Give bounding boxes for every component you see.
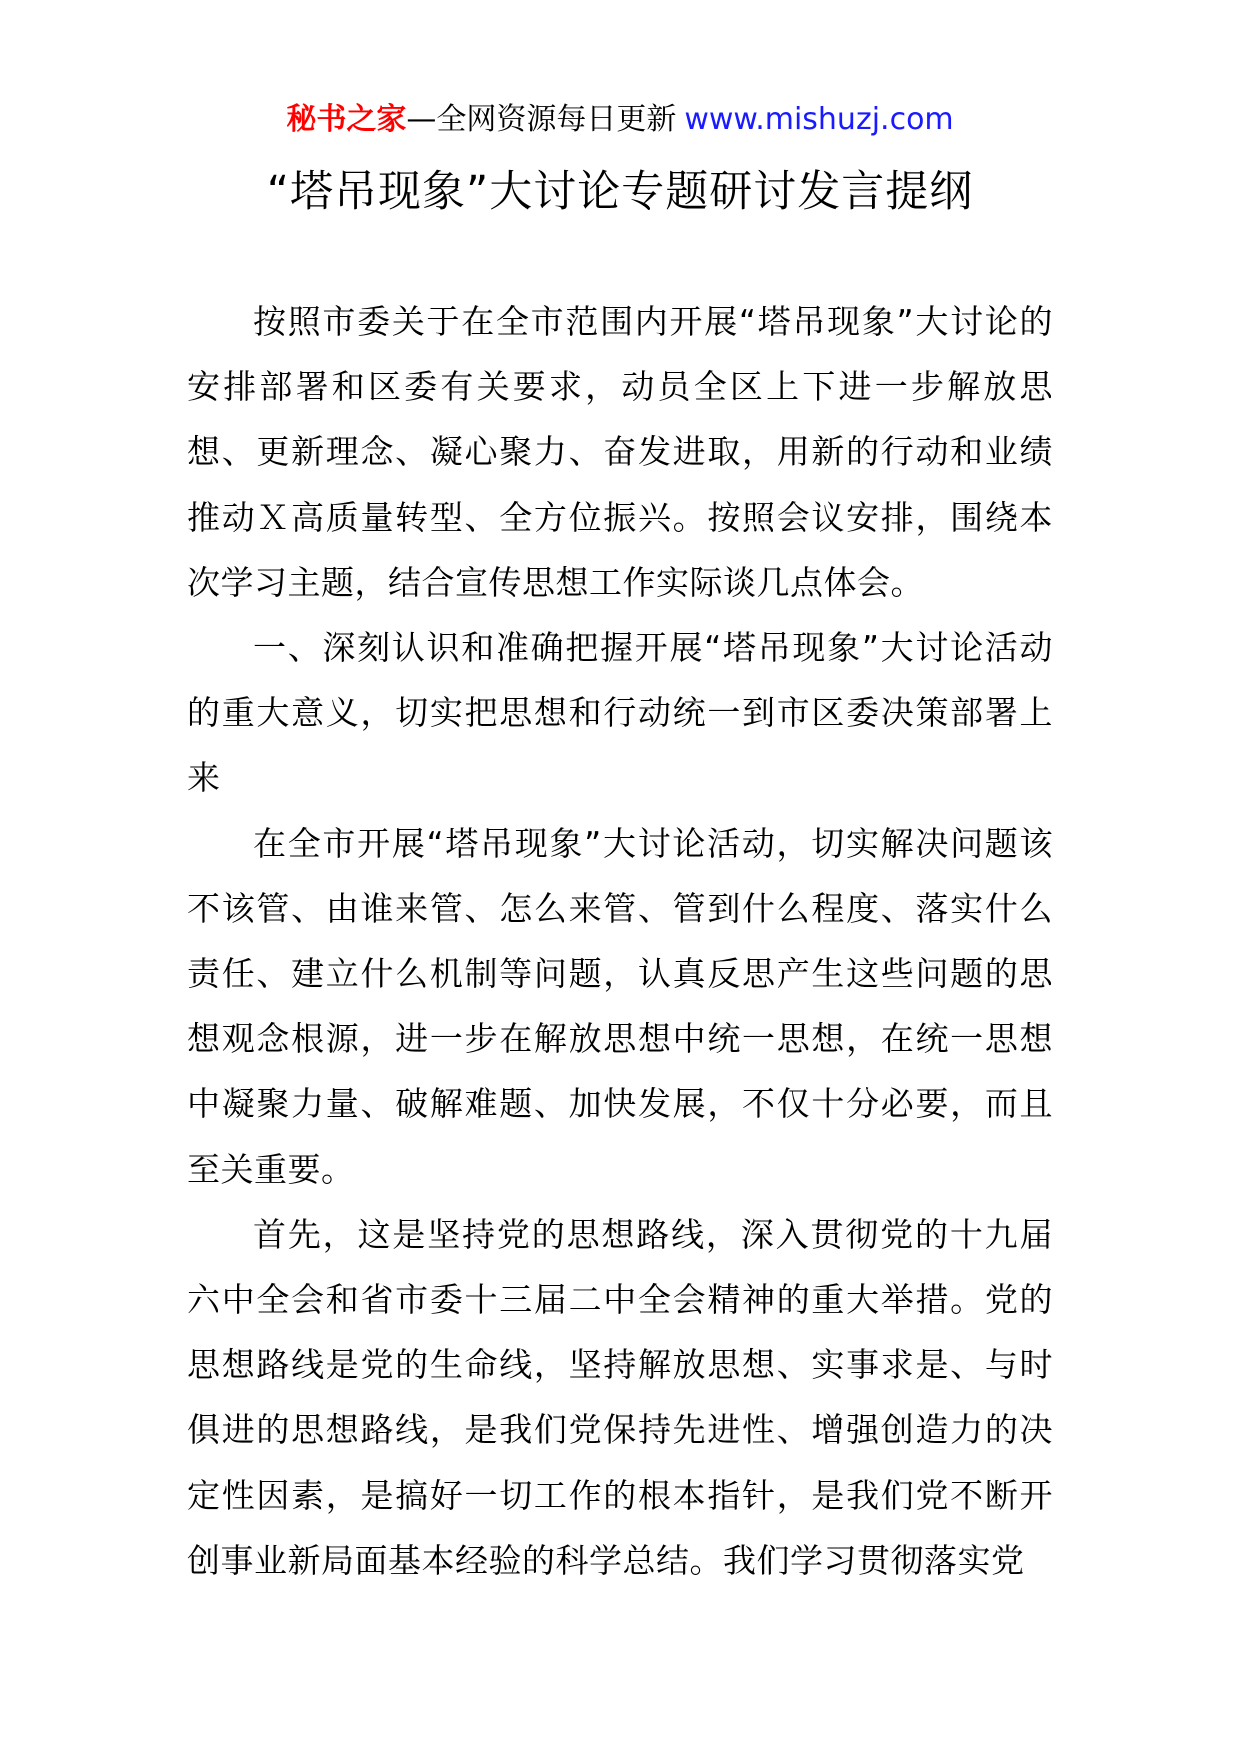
paragraph-first-point: 首先，这是坚持党的思想路线，深入贯彻党的十九届六中全会和省市委十三届二中全会精神的重大举措。党的思想路线是党的生命线，坚持解放思想、实事求是、与时俱进的思想路线，是我们党保持先进性、增强创造力的决定性因素，是搞好一切工作的根本指针，是我们党不断开创事业新局面基本经验的科学总结。我们学习贯彻落实党 <box>187 1214 1053 1580</box>
paragraph-section-heading: 一、深刻认识和准确把握开展“塔吊现象”大讨论活动的重大意义，切实把思想和行动统一到市区委决策部署上来 <box>187 628 1053 798</box>
site-url-link[interactable]: www.mishuzj.com <box>684 102 954 137</box>
brand-name: 秘书之家 <box>286 102 407 137</box>
paragraph-intro: 按照市委关于在全市范围内开展“塔吊现象”大讨论的安排部署和区委有关要求，动员全区上下进一步解放思想、更新理念、凝心聚力、奋发进取，用新的行动和业绩推动Ｘ高质量转型、全方位振兴。按照会议安排，围绕本次学习主题，结合宣传思想工作实际谈几点体会。 <box>187 302 1053 602</box>
document-title: “塔吊现象”大讨论专题研讨发言提纲 <box>266 167 974 217</box>
paragraph-discussion: 在全市开展“塔吊现象”大讨论活动，切实解决问题该不该管、由谁来管、怎么来管、管到什么程度、落实什么责任、建立什么机制等问题，认真反思产生这些问题的思想观念根源，进一步在解放思想中统一思想，在统一思想中凝聚力量、破解难题、加快发展，不仅十分必要，而且至关重要。 <box>187 823 1053 1189</box>
header-slogan: —全网资源每日更新 <box>406 102 677 137</box>
header-banner <box>0 100 1240 140</box>
document-body <box>187 289 1053 1593</box>
